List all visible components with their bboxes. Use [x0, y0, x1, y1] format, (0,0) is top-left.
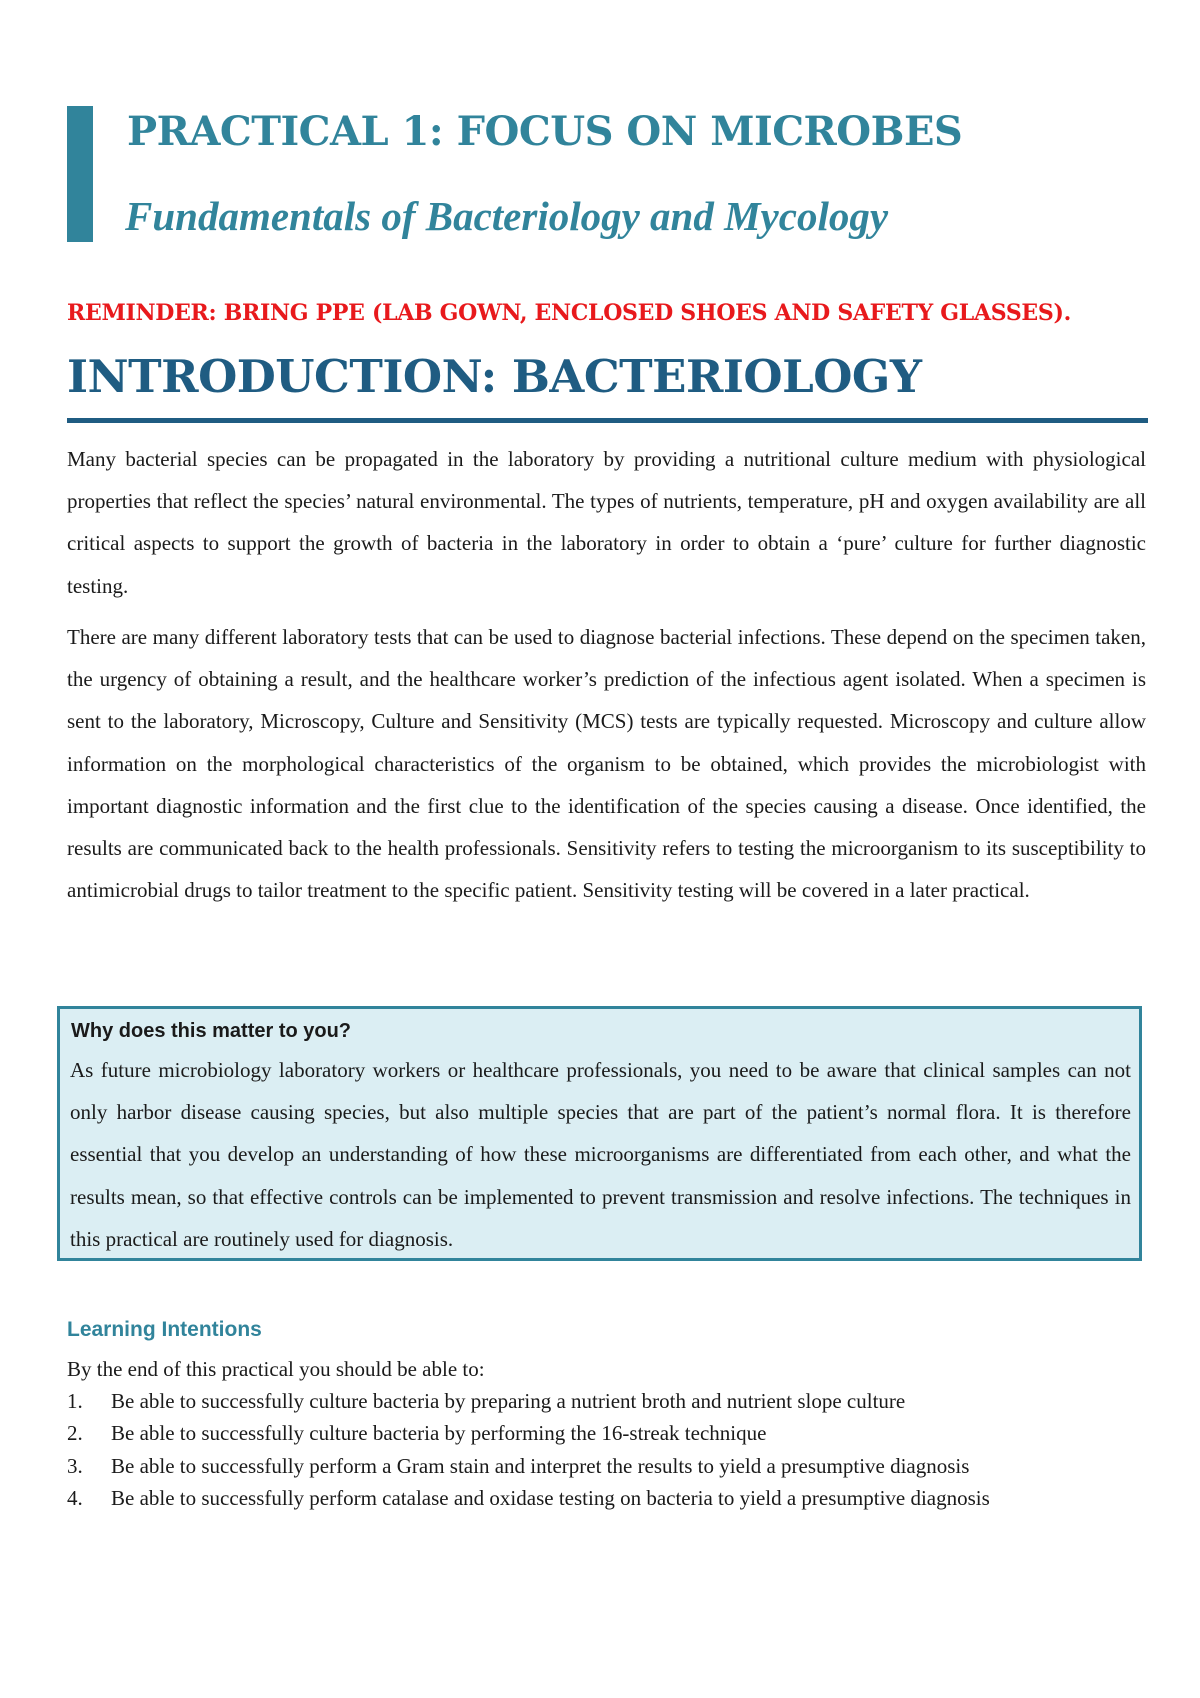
list-item-number: 2. — [67, 1421, 83, 1446]
intro-paragraph: There are many different laboratory tests that can be used to diagnose bacterial infections. These depend on the specimen taken, the urgency of obtaining a result, and the healthcare worker’s prediction of the infectious agent isolated. When a specimen is sent to the laboratory, Microscopy, Culture and Sensitivity (MCS) tests are typically requested. Microscopy and culture allow information on the morphological characteristics of the organism to be obtained, which provides the microbiologist with important diagnostic information and the first clue to the identification of the species causing a disease. Once identified, the results are communicated back to the health professionals. Sensitivity refers to testing the microorganism to its susceptibility to antimicrobial drugs to tailor treatment to the specific patient. Sensitivity testing will be covered in a later practical. — [67, 625, 1146, 903]
heading-divider — [67, 418, 1148, 423]
title-accent-bar — [67, 106, 93, 242]
intro-paragraph: Many bacterial species can be propagated in the laboratory by providing a nutritional culture medium with physiological properties that reflect the species’ natural environmental. The types of nutrients, temperature, pH and oxygen availability are all critical aspects to support the growth of bacteria in the laboratory in order to obtain a ‘pure’ culture for further diagnostic testing. — [67, 447, 1146, 598]
list-item-number: 3. — [67, 1453, 83, 1478]
learning-intentions-list — [67, 1385, 990, 1514]
callout-text: As future microbiology laboratory workers or healthcare professionals, you need to be aware that clinical samples can not only harbor disease causing species, but also multiple species that are part of the patient’s normal flora. It is therefore essential that you develop an understanding of how these microorganisms are differentiated from each other, and what the results mean, so that effective controls can be implemented to prevent transmission and resolve infections. The techniques in this practical are routinely used for diagnosis. — [70, 1058, 1131, 1251]
list-item — [67, 1482, 990, 1514]
introduction-heading: INTRODUCTION: BACTERIOLOGY — [67, 350, 922, 403]
list-item — [67, 1450, 990, 1482]
learning-intentions-heading: Learning Intentions — [67, 1318, 262, 1341]
list-item-number: 4. — [67, 1485, 83, 1510]
learning-intentions-intro: By the end of this practical you should be able to: — [67, 1357, 485, 1381]
list-item-text: Be able to successfully perform a Gram stain and interpret the results to yield a presumptive diagnosis — [111, 1453, 970, 1478]
page-subtitle: Fundamentals of Bacteriology and Mycology — [125, 193, 889, 239]
callout-title: Why does this matter to you? — [71, 1020, 352, 1042]
list-item-text: Be able to successfully culture bacteria by preparing a nutrient broth and nutrient slope culture — [111, 1389, 906, 1413]
list-item — [67, 1417, 990, 1449]
page-title: PRACTICAL 1: FOCUS ON MICROBES — [127, 108, 963, 155]
list-item-text: Be able to successfully perform catalase and oxidase testing on bacteria to yield a presumptive diagnosis — [111, 1485, 990, 1510]
list-item — [67, 1385, 990, 1417]
list-item-text: Be able to successfully culture bacteria by performing the 16-streak technique — [111, 1421, 767, 1446]
ppe-reminder: REMINDER: BRING PPE (LAB GOWN, ENCLOSED SHOES AND SAFETY GLASSES). — [67, 300, 1071, 326]
list-item-number: 1. — [67, 1389, 83, 1413]
why-it-matters-callout — [57, 1006, 1142, 1261]
